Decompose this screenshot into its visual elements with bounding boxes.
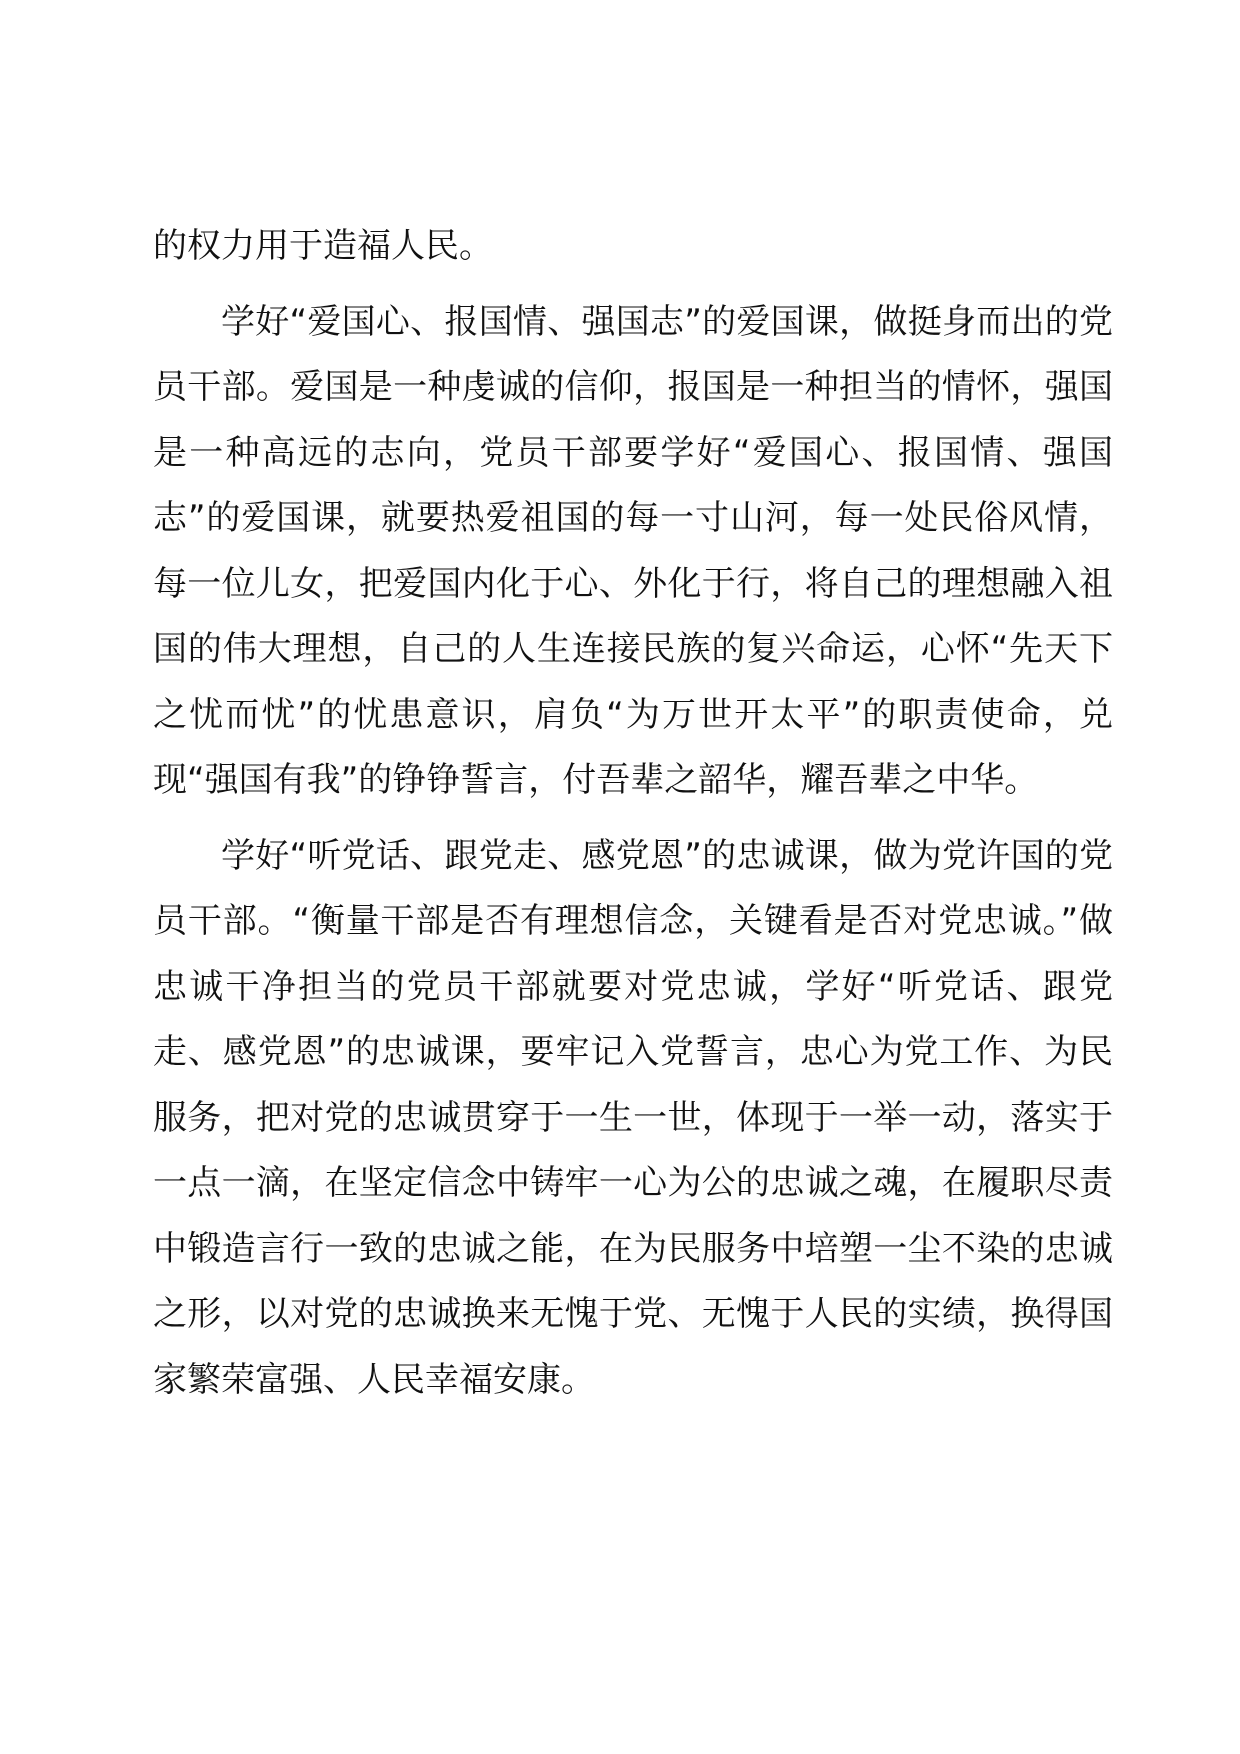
paragraph-continuation: 的权力用于造福人民。 [153,226,493,266]
paragraph-patriotism: 学好“爱国心、报国情、强国志”的爱国课，做挺身而出的党员干部。爱国是一种虔诚的信仰，报国是一种担当的情怀，强国是一种高远的志向，党员干部要学好“爱国心、报国情、强国志”的爱国课，就要热爱祖国的每一寸山河，每一处民俗风情，每一位儿女，把爱国内化于心、外化于行，将自己的理想融入祖国的伟大理想，自己的人生连接民族的复兴命运，心怀“先天下之忧而忧”的忧患意识，肩负“为万世开太平”的职责使命，兑现“强国有我”的铮铮誓言，付吾辈之韶华，耀吾辈之中华。 [153,301,1113,800]
paragraph-loyalty: 学好“听党话、跟党走、感党恩”的忠诚课，做为党许国的党员干部。“衡量干部是否有理想信念，关键看是否对党忠诚。”做忠诚干净担当的党员干部就要对党忠诚，学好“听党话、跟党走、感党恩”的忠诚课，要牢记入党誓言，忠心为党工作、为民服务，把对党的忠诚贯穿于一生一世，体现于一举一动，落实于一点一滴，在坚定信念中铸牢一心为公的忠诚之魂，在履职尽责中锻造言行一致的忠诚之能，在为民服务中培塑一尘不染的忠诚之形，以对党的忠诚换来无愧于党、无愧于人民的实绩，换得国家繁荣富强、人民幸福安康。 [153,835,1113,1400]
body-text [153,214,1113,1413]
